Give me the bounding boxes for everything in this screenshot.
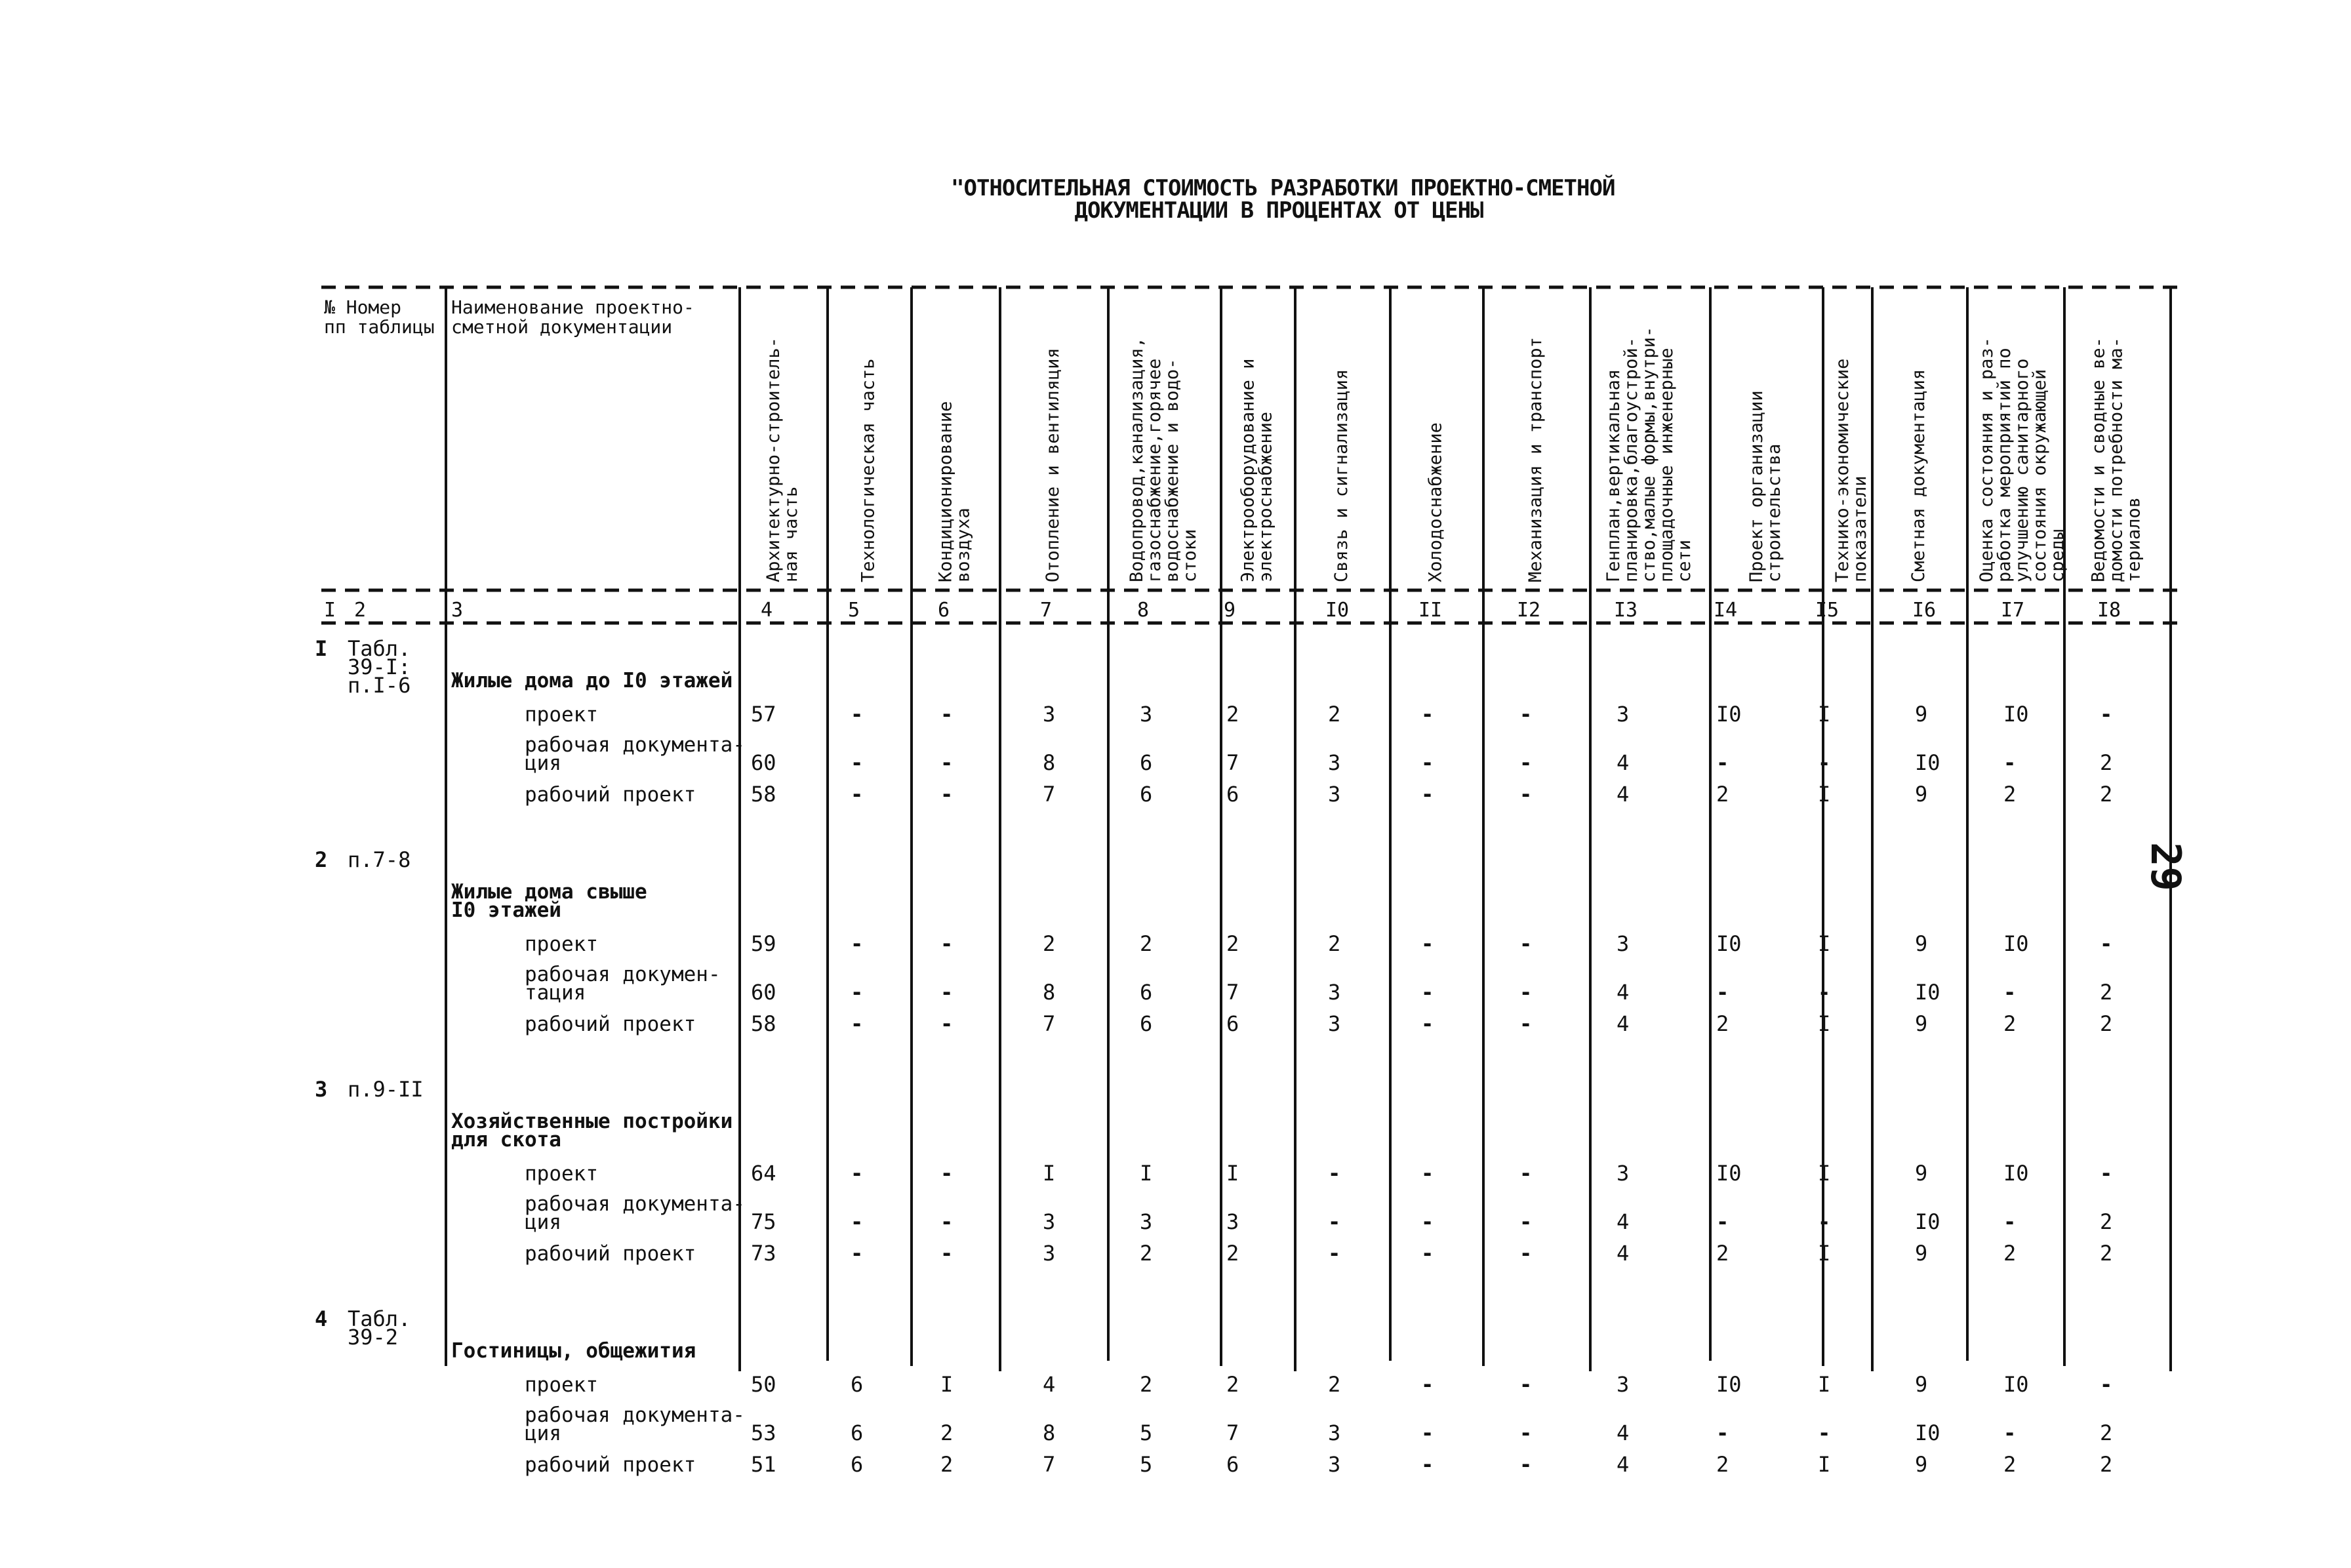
header-column-label: электроснабжение (1255, 411, 1276, 582)
table-cell: 2 (2100, 1241, 2113, 1266)
header-column-label: Технико-экономические (1832, 358, 1853, 582)
group-number: 2 (315, 847, 328, 872)
row-label: рабочая документа- (525, 1192, 745, 1216)
table-reference: Табл. (348, 1306, 411, 1331)
table-cell: 3 (1140, 702, 1153, 727)
table-cell: 60 (751, 980, 776, 1005)
header-column-label: Связь и сигнализация (1331, 369, 1352, 582)
table-cell: I0 (2003, 931, 2029, 956)
table-cell: - (940, 931, 954, 956)
table-cell: - (940, 750, 954, 775)
table-cell: 3 (1328, 980, 1341, 1005)
table-cell: 7 (1226, 750, 1239, 775)
table-cell: - (851, 1209, 864, 1234)
table-cell: 2 (1140, 1372, 1153, 1397)
header-number-label: пп таблицы (324, 316, 435, 338)
table-cell: - (1519, 1452, 1533, 1477)
table-cell: I0 (2003, 702, 2029, 727)
table-cell: 4 (1043, 1372, 1056, 1397)
table-cell: - (1421, 1452, 1434, 1477)
group-number: I (315, 636, 328, 661)
table-cell: 73 (751, 1241, 776, 1266)
header-column-label: Архитектурно-строитель- (763, 337, 784, 582)
header-column-label: воздуха (953, 508, 974, 582)
table-cell: - (940, 702, 954, 727)
table-cell: 8 (1043, 980, 1056, 1005)
table-cell: - (1421, 750, 1434, 775)
table-cell: 8 (1043, 750, 1056, 775)
table-cell: - (2003, 1420, 2017, 1445)
column-number: I8 (2097, 599, 2121, 622)
table-reference: п.9-II (348, 1077, 424, 1102)
table-cell: 2 (1043, 931, 1056, 956)
row-label: проект (525, 933, 598, 956)
table-cell: - (1421, 1420, 1434, 1445)
column-number: I7 (2001, 599, 2025, 622)
table-cell: 51 (751, 1452, 776, 1477)
table-cell: 5 (1140, 1420, 1153, 1445)
table-cell: 4 (1617, 1209, 1630, 1234)
row-label: рабочий проект (525, 1013, 696, 1036)
table-cell: I0 (1716, 1372, 1742, 1397)
table-cell: 2 (2003, 1452, 2017, 1477)
table-cell: 2 (1716, 782, 1729, 807)
table-cell: 3 (1328, 782, 1341, 807)
table-cell: 3 (1043, 702, 1056, 727)
table-cell: I0 (1716, 702, 1742, 727)
table-cell: I0 (1915, 980, 1940, 1005)
table-cell: - (1519, 931, 1533, 956)
table-cell: 64 (751, 1161, 776, 1186)
table-cell: 9 (1915, 1161, 1928, 1186)
group-name: I0 этажей (451, 898, 561, 922)
table-cell: 4 (1617, 1011, 1630, 1036)
header-column-label: домости потребности ма- (2106, 337, 2127, 582)
table-cell: I (1140, 1161, 1153, 1186)
table-cell: 2 (2003, 1011, 2017, 1036)
table-cell: - (1328, 1161, 1341, 1186)
table-cell: - (2100, 702, 2113, 727)
row-label: ция (525, 752, 561, 775)
column-number: 7 (1040, 599, 1053, 622)
row-label: проект (525, 1373, 598, 1397)
table-cell: I (1818, 1161, 1831, 1186)
header-column-label: Механизация и транспорт (1525, 337, 1546, 582)
column-number: 2 (354, 599, 367, 622)
table-cell: - (1519, 1420, 1533, 1445)
table-cell: 3 (1328, 1420, 1341, 1445)
title-line-2: ДОКУМЕНТАЦИИ В ПРОЦЕНТАХ ОТ ЦЕНЫ (1074, 197, 1483, 224)
table-cell: 53 (751, 1420, 776, 1445)
header-column-label: Отопление и вентиляция (1043, 348, 1063, 582)
table-cell: 4 (1617, 1241, 1630, 1266)
table-cell: - (851, 931, 864, 956)
table-cell: - (1421, 1241, 1434, 1266)
header-column-label: сети (1674, 539, 1695, 582)
table-cell: 7 (1226, 980, 1239, 1005)
row-label: ция (525, 1211, 561, 1234)
table-cell: I (1818, 782, 1831, 807)
table-cell: 6 (1140, 1011, 1153, 1036)
table-cell: 3 (1328, 1011, 1341, 1036)
header-column-label: Электрооборудование и (1237, 358, 1258, 582)
table-cell: - (1519, 1161, 1533, 1186)
table-cell: - (1818, 980, 1831, 1005)
row-label: рабочий проект (525, 1242, 696, 1266)
row-label: ция (525, 1422, 561, 1445)
column-number: I (324, 599, 336, 622)
table-cell: - (940, 980, 954, 1005)
table-cell: - (940, 1209, 954, 1234)
table-cell: 2 (1226, 1372, 1239, 1397)
table-cell: 4 (1617, 1452, 1630, 1477)
table-cell: 57 (751, 702, 776, 727)
header-column-label: Ведомости и сводные ве- (2088, 337, 2109, 582)
table-cell: 2 (2003, 782, 2017, 807)
table-cell: I0 (1716, 931, 1742, 956)
table-cell: 3 (1043, 1241, 1056, 1266)
header-column-label: териалов (2123, 496, 2144, 582)
row-label: рабочая докумен- (525, 963, 721, 986)
table-cell: - (1421, 1209, 1434, 1234)
table-cell: - (1421, 702, 1434, 727)
header-name-label: Наименование проектно- (451, 296, 694, 318)
table-cell: 50 (751, 1372, 776, 1397)
group-name: Жилые дома до I0 этажей (451, 669, 733, 693)
column-number: 3 (451, 599, 464, 622)
table-cell: 3 (1617, 931, 1630, 956)
table-cell: 3 (1226, 1209, 1239, 1234)
row-label: проект (525, 1162, 598, 1186)
table-cell: - (851, 1161, 864, 1186)
column-number: I4 (1714, 599, 1738, 622)
header-column-label: Оценка состояния и раз- (1977, 337, 1997, 582)
table-cell: - (1818, 750, 1831, 775)
column-number: I2 (1517, 599, 1541, 622)
header-column-label: планировка,благоустрой- (1621, 337, 1641, 582)
header-column-label: показатели (1850, 475, 1870, 582)
header-column-label: Генплан,вертикальная (1603, 369, 1624, 582)
table-reference: Табл. (348, 636, 411, 661)
header-column-label: ство,малые формы,внутри- (1639, 326, 1659, 582)
table-cell: 7 (1043, 1452, 1056, 1477)
table-cell: 2 (1328, 1372, 1341, 1397)
header-column-label: строительства (1764, 443, 1784, 582)
table-cell: 6 (851, 1452, 864, 1477)
header-column-label: водоснабжение и водо- (1162, 358, 1182, 582)
header-column-label: площадочные инженерные (1657, 348, 1677, 582)
title-line-1: "ОТНОСИТЕЛЬНАЯ СТОИМОСТЬ РАЗРАБОТКИ ПРОЕКТНО-СМЕТНОЙ (951, 175, 1615, 201)
table-cell: 2 (2100, 980, 2113, 1005)
table-cell: 2 (2100, 1209, 2113, 1234)
table-cell: 4 (1617, 980, 1630, 1005)
table-cell: 2 (1226, 931, 1239, 956)
table-cell: I (1043, 1161, 1056, 1186)
table-cell: 2 (2003, 1241, 2017, 1266)
table-cell: 6 (851, 1420, 864, 1445)
table-cell: - (851, 750, 864, 775)
table-cell: - (851, 980, 864, 1005)
header-column-label: Водопровод,канализация, (1127, 337, 1147, 582)
header-column-label: стоки (1180, 529, 1200, 582)
table-cell: - (1421, 1372, 1434, 1397)
column-number: 6 (938, 599, 950, 622)
group-name: Жилые дома свыше (451, 880, 647, 904)
table-cell: 6 (1140, 750, 1153, 775)
table-cell: 3 (1617, 1372, 1630, 1397)
table-cell: - (851, 1241, 864, 1266)
header-column-label: улучшению санитарного (2012, 358, 2032, 582)
table-cell: 60 (751, 750, 776, 775)
table-cell: I0 (1915, 1420, 1940, 1445)
table-cell: I0 (1915, 1209, 1940, 1234)
table-cell: 2 (1226, 1241, 1239, 1266)
table-cell: 6 (1226, 1452, 1239, 1477)
table-cell: 2 (2100, 1452, 2113, 1477)
table-cell: - (1519, 1372, 1533, 1397)
table-reference: 39-2 (348, 1325, 399, 1350)
table-cell: I (1818, 1011, 1831, 1036)
table-cell: 2 (940, 1420, 954, 1445)
table-cell: - (940, 1011, 954, 1036)
group-number: 4 (315, 1306, 328, 1331)
table-cell: 3 (1328, 750, 1341, 775)
table-cell: - (1716, 980, 1729, 1005)
table-cell: 7 (1226, 1420, 1239, 1445)
table-cell: - (1716, 1420, 1729, 1445)
table-cell: 2 (2100, 1011, 2113, 1036)
table-cell: 2 (1226, 702, 1239, 727)
header-column-label: среды (2047, 529, 2068, 582)
header-column-label: Сметная документация (1908, 369, 1929, 582)
table-cell: - (2003, 980, 2017, 1005)
table-cell: I (1226, 1161, 1239, 1186)
table-cell: 9 (1915, 1452, 1928, 1477)
table-cell: 6 (851, 1372, 864, 1397)
table-cell: - (1519, 1241, 1533, 1266)
table-cell: 2 (2100, 1420, 2113, 1445)
table-cell: - (2100, 1161, 2113, 1186)
column-number: 5 (848, 599, 860, 622)
table-cell: 6 (1226, 1011, 1239, 1036)
table-cell: 7 (1043, 782, 1056, 807)
table-cell: - (1519, 750, 1533, 775)
table-cell: - (1716, 750, 1729, 775)
table-cell: 9 (1915, 1372, 1928, 1397)
table-cell: 2 (1328, 702, 1341, 727)
table-cell: - (1519, 702, 1533, 727)
table-cell: I (1818, 702, 1831, 727)
column-number: 8 (1137, 599, 1150, 622)
table-cell: 9 (1915, 782, 1928, 807)
header-number-label: № Номер (324, 296, 402, 318)
table-cell: 9 (1915, 702, 1928, 727)
header-column-label: газоснабжение,горячее (1144, 358, 1165, 582)
table-cell: 5 (1140, 1452, 1153, 1477)
table-cell: - (940, 1161, 954, 1186)
column-number: I5 (1815, 599, 1839, 622)
table-cell: 6 (1140, 980, 1153, 1005)
group-name: для скота (451, 1128, 561, 1152)
table-cell: 9 (1915, 931, 1928, 956)
header-column-label: Проект организации (1746, 390, 1767, 582)
table-cell: - (1421, 782, 1434, 807)
table-cell: I (1818, 1372, 1831, 1397)
row-label: проект (525, 703, 598, 727)
table-cell: 59 (751, 931, 776, 956)
table-cell: 4 (1617, 750, 1630, 775)
header-column-label: состояния окружающей (2030, 369, 2050, 582)
header-column-label: Кондиционирование (935, 401, 956, 582)
table-cell: 2 (2100, 782, 2113, 807)
table-cell: 2 (2100, 750, 2113, 775)
table-cell: 4 (1617, 782, 1630, 807)
table-cell: - (1421, 1011, 1434, 1036)
group-name: Гостиницы, общежития (451, 1339, 696, 1363)
table-cell: 9 (1915, 1241, 1928, 1266)
table-cell: - (1519, 1011, 1533, 1036)
table-cell: - (851, 702, 864, 727)
table-reference: п.7-8 (348, 847, 411, 872)
column-number: 9 (1224, 599, 1236, 622)
table-cell: - (2003, 750, 2017, 775)
column-number: I6 (1912, 599, 1937, 622)
table-cell: - (1421, 1161, 1434, 1186)
table-cell: 9 (1915, 1011, 1928, 1036)
column-number: I3 (1614, 599, 1638, 622)
table-reference: 39-I: (348, 654, 411, 679)
table-cell: 7 (1043, 1011, 1056, 1036)
table-cell: 2 (1716, 1241, 1729, 1266)
row-label: рабочий проект (525, 783, 696, 807)
table-cell: - (1519, 782, 1533, 807)
header-column-label: работка мероприятий по (1994, 348, 2015, 582)
table-cell: - (1716, 1209, 1729, 1234)
header-column-label: Холодоснабжение (1425, 422, 1446, 582)
table-cell: 6 (1226, 782, 1239, 807)
table-cell: I (940, 1372, 954, 1397)
row-label: тация (525, 981, 586, 1005)
header-column-label: ная часть (781, 486, 801, 582)
table-cell: 2 (1716, 1452, 1729, 1477)
table-cell: 6 (1140, 782, 1153, 807)
table-cell: - (940, 782, 954, 807)
table-cell: - (1328, 1209, 1341, 1234)
table-cell: - (2100, 1372, 2113, 1397)
table-cell: I (1818, 931, 1831, 956)
table-cell: - (1818, 1209, 1831, 1234)
table-cell: 75 (751, 1209, 776, 1234)
table-cell: I0 (2003, 1161, 2029, 1186)
row-label: рабочая документа- (525, 733, 745, 757)
table-cell: 2 (1140, 931, 1153, 956)
table-cell: 58 (751, 1011, 776, 1036)
table-cell: - (2100, 931, 2113, 956)
table-cell: 3 (1617, 702, 1630, 727)
table-cell: 2 (1716, 1011, 1729, 1036)
table-cell: - (1421, 980, 1434, 1005)
table-cell: I0 (1716, 1161, 1742, 1186)
header-name-label: сметной документации (451, 316, 673, 338)
table-cell: 8 (1043, 1420, 1056, 1445)
table-cell: I0 (2003, 1372, 2029, 1397)
table-cell: 3 (1043, 1209, 1056, 1234)
table-cell: - (940, 1241, 954, 1266)
column-number: I0 (1325, 599, 1350, 622)
table-cell: - (1519, 980, 1533, 1005)
table-cell: - (1818, 1420, 1831, 1445)
page-number: 29 (2141, 842, 2190, 891)
table-cell: - (2003, 1209, 2017, 1234)
table-cell: 3 (1140, 1209, 1153, 1234)
table-cell: - (1328, 1241, 1341, 1266)
group-name: Хозяйственные постройки (451, 1110, 733, 1133)
table-cell: - (1519, 1209, 1533, 1234)
table-cell: 3 (1617, 1161, 1630, 1186)
table-cell: - (851, 1011, 864, 1036)
column-number: II (1418, 599, 1443, 622)
table-cell: 3 (1328, 1452, 1341, 1477)
table-cell: 2 (1328, 931, 1341, 956)
table-cell: I (1818, 1452, 1831, 1477)
row-label: рабочий проект (525, 1453, 696, 1477)
table-cell: I (1818, 1241, 1831, 1266)
column-number: 4 (761, 599, 773, 622)
table-cell: 58 (751, 782, 776, 807)
table-cell: - (851, 782, 864, 807)
group-number: 3 (315, 1077, 328, 1102)
table-cell: 2 (940, 1452, 954, 1477)
row-label: рабочая документа- (525, 1403, 745, 1427)
table-reference: п.I-6 (348, 673, 411, 698)
table-cell: 4 (1617, 1420, 1630, 1445)
table-cell: 2 (1140, 1241, 1153, 1266)
table-cell: I0 (1915, 750, 1940, 775)
table-cell: - (1421, 931, 1434, 956)
header-column-label: Технологическая часть (858, 358, 879, 582)
